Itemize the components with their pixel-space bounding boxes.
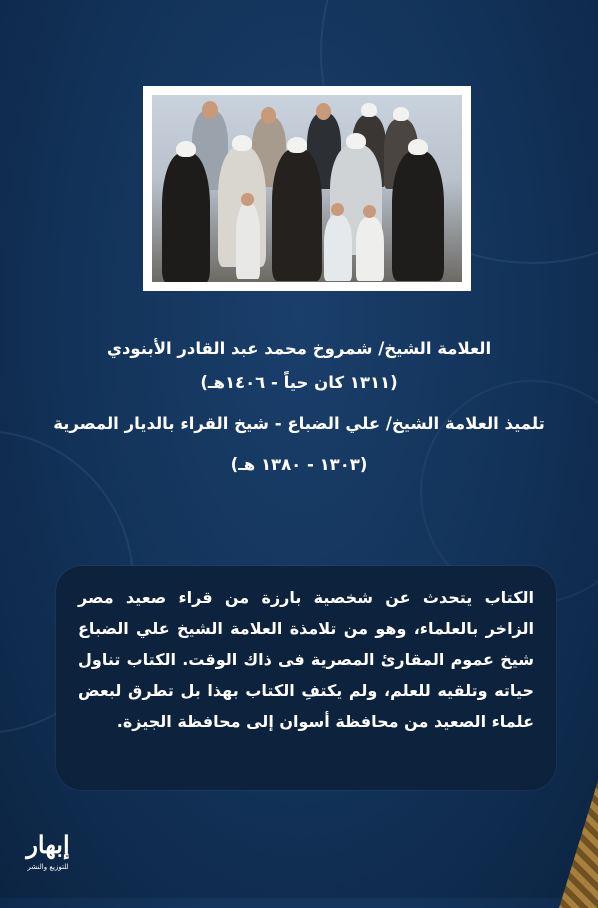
sheikh-name-heading: العلامة الشيخ/ شمروخ محمد عبد القادر الأبنودي: [106, 339, 492, 358]
teacher-heading: تلميذ العلامة الشيخ/ علي الضباع - شيخ القراء بالديار المصرية: [53, 414, 545, 433]
child-head: [363, 205, 376, 218]
description-box: [56, 566, 556, 790]
group-portrait-photo: [152, 95, 462, 282]
person-head: [202, 101, 218, 119]
book-description: الكتاب يتحدث عن شخصية بارزة من قراء صعيد مصر الزاخر بالعلماء، وهو من تلامذة العلامة الشيخ علي الضباع شيخ عموم المقارئ المصرية فى ذاك الوقت. الكتاب تناول حياته وتلقيه للعلم، ولم يكتفِ الكتاب بهذا بل تطرق لبعض علماء الصعيد من محافظة أسوان إلى محافظة الجيزة.: [78, 588, 534, 731]
person-figure: [272, 149, 322, 281]
person-head: [316, 103, 331, 120]
person-turban: [232, 135, 252, 151]
publisher-logo: [20, 830, 76, 882]
child-head: [241, 193, 254, 206]
person-turban: [346, 133, 366, 149]
child-figure: [356, 217, 384, 281]
sheikh-dates: (١٣١١ كان حياً - ١٤٠٦هـ): [200, 373, 398, 392]
person-turban: [361, 103, 377, 117]
teacher-dates: (١٣٠٣ - ١٣٨٠ هـ): [230, 455, 368, 474]
child-figure: [236, 203, 260, 279]
person-figure: [392, 151, 444, 281]
logo-subtitle: للتوزيع والنشر: [27, 863, 69, 871]
child-figure: [324, 215, 352, 281]
person-turban: [176, 141, 196, 157]
child-head: [331, 203, 344, 216]
photo-frame: [143, 86, 471, 291]
person-turban: [287, 137, 307, 153]
person-turban: [393, 107, 409, 121]
logo-mark: إبهار: [26, 830, 70, 859]
person-figure: [162, 153, 210, 282]
person-turban: [408, 139, 428, 155]
person-head: [261, 107, 276, 124]
